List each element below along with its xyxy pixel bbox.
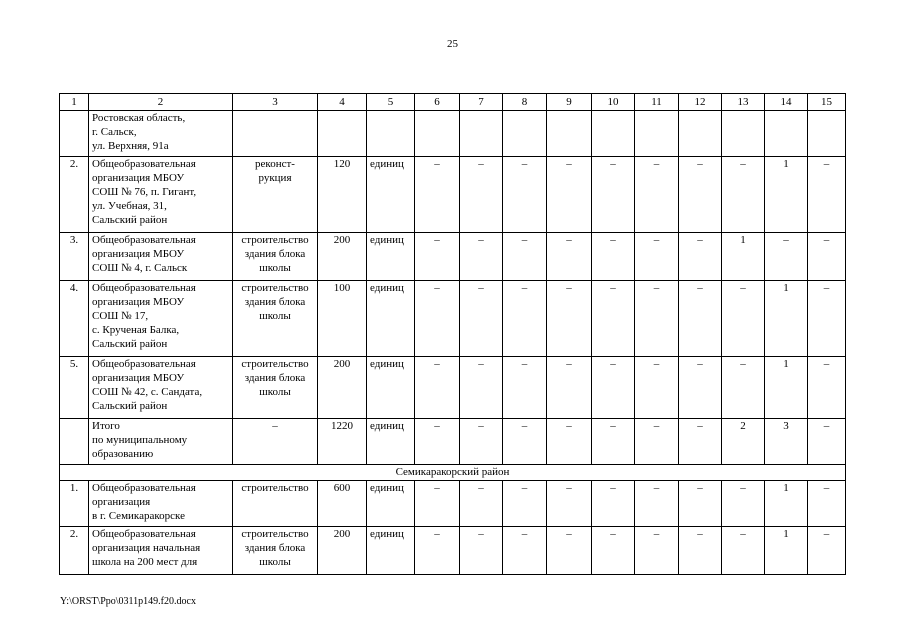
year-value: – (592, 233, 635, 281)
header-cell: 9 (547, 94, 592, 111)
header-cell: 8 (503, 94, 547, 111)
section-row (60, 465, 846, 481)
header-cell: 1 (60, 94, 89, 111)
capacity-value: 1220 (318, 419, 367, 465)
year-value: – (592, 157, 635, 233)
capacity-value (318, 111, 367, 157)
year-value: – (679, 233, 722, 281)
year-value: – (635, 419, 679, 465)
table-row (60, 281, 846, 357)
year-value (503, 111, 547, 157)
year-value: – (503, 233, 547, 281)
work-type: строительство здания блока школы (233, 281, 318, 357)
year-value: – (547, 527, 592, 575)
capacity-value: 120 (318, 157, 367, 233)
header-row (60, 94, 846, 111)
year-value: – (592, 481, 635, 527)
year-value: – (547, 233, 592, 281)
work-type: строительство (233, 481, 318, 527)
year-value: – (592, 357, 635, 419)
year-value: – (635, 281, 679, 357)
year-value: – (722, 281, 765, 357)
year-value: – (503, 281, 547, 357)
work-type (233, 111, 318, 157)
table-row (60, 157, 846, 233)
object-name: Ростовская область, г. Сальск, ул. Верхняя, 91а (89, 111, 233, 157)
year-value: – (722, 357, 765, 419)
table-row (60, 481, 846, 527)
year-value: – (808, 233, 846, 281)
year-value: – (547, 481, 592, 527)
year-value: 1 (765, 481, 808, 527)
capacity-value: 200 (318, 527, 367, 575)
year-value: – (415, 481, 460, 527)
row-number: 5. (60, 357, 89, 419)
year-value: 1 (765, 281, 808, 357)
year-value: 1 (722, 233, 765, 281)
work-type: строительство здания блока школы (233, 357, 318, 419)
year-value: – (415, 233, 460, 281)
year-value: – (415, 157, 460, 233)
unit-label: единиц (367, 419, 415, 465)
program-table (59, 93, 846, 575)
header-cell: 15 (808, 94, 846, 111)
year-value: – (679, 419, 722, 465)
year-value: – (635, 157, 679, 233)
year-value: – (460, 157, 503, 233)
year-value: – (722, 481, 765, 527)
year-value: – (415, 419, 460, 465)
year-value: – (592, 419, 635, 465)
year-value: – (503, 527, 547, 575)
year-value: – (808, 281, 846, 357)
year-value (679, 111, 722, 157)
unit-label (367, 111, 415, 157)
table-row (60, 527, 846, 575)
capacity-value: 600 (318, 481, 367, 527)
year-value: – (635, 233, 679, 281)
object-name: Общеобразовательная организация начальная школа на 200 мест для (89, 527, 233, 575)
capacity-value: 200 (318, 357, 367, 419)
year-value: – (808, 419, 846, 465)
year-value: 1 (765, 157, 808, 233)
year-value (460, 111, 503, 157)
year-value: – (635, 357, 679, 419)
row-number: 2. (60, 157, 89, 233)
year-value: – (808, 357, 846, 419)
object-name: Общеобразовательная организация МБОУ СОШ № 42, с. Сандата, Сальский район (89, 357, 233, 419)
year-value: – (547, 157, 592, 233)
header-cell: 2 (89, 94, 233, 111)
year-value: – (460, 233, 503, 281)
year-value: – (679, 481, 722, 527)
table-row (60, 419, 846, 465)
year-value: – (679, 357, 722, 419)
year-value: – (592, 281, 635, 357)
object-name: Итого по муниципальному образованию (89, 419, 233, 465)
row-number (60, 419, 89, 465)
year-value: – (808, 157, 846, 233)
object-name: Общеобразовательная организация МБОУ СОШ № 76, п. Гигант, ул. Учебная, 31, Сальский район (89, 157, 233, 233)
section-title: Семикаракорский район (60, 465, 846, 481)
row-number (60, 111, 89, 157)
object-name: Общеобразовательная организация МБОУ СОШ № 17, с. Крученая Балка, Сальский район (89, 281, 233, 357)
header-cell: 14 (765, 94, 808, 111)
year-value: – (415, 527, 460, 575)
year-value: – (547, 419, 592, 465)
table-body (60, 94, 846, 575)
unit-label: единиц (367, 233, 415, 281)
year-value: – (503, 357, 547, 419)
year-value: – (460, 419, 503, 465)
row-number: 4. (60, 281, 89, 357)
year-value (547, 111, 592, 157)
header-cell: 10 (592, 94, 635, 111)
year-value: – (808, 527, 846, 575)
work-type: – (233, 419, 318, 465)
year-value: – (460, 357, 503, 419)
year-value: – (722, 157, 765, 233)
year-value: – (765, 233, 808, 281)
year-value: – (503, 481, 547, 527)
year-value: – (460, 527, 503, 575)
year-value (765, 111, 808, 157)
year-value: – (415, 281, 460, 357)
header-cell: 7 (460, 94, 503, 111)
page-number: 25 (447, 38, 458, 50)
capacity-value: 200 (318, 233, 367, 281)
year-value: 1 (765, 357, 808, 419)
unit-label: единиц (367, 481, 415, 527)
year-value: 2 (722, 419, 765, 465)
work-type: реконст- рукция (233, 157, 318, 233)
table-row (60, 357, 846, 419)
year-value: – (679, 157, 722, 233)
year-value: 3 (765, 419, 808, 465)
header-cell: 5 (367, 94, 415, 111)
row-number: 1. (60, 481, 89, 527)
year-value (808, 111, 846, 157)
year-value: – (503, 419, 547, 465)
unit-label: единиц (367, 281, 415, 357)
year-value: – (592, 527, 635, 575)
capacity-value: 100 (318, 281, 367, 357)
row-number: 2. (60, 527, 89, 575)
table-row (60, 111, 846, 157)
year-value: – (460, 481, 503, 527)
header-cell: 3 (233, 94, 318, 111)
year-value: – (679, 527, 722, 575)
year-value: – (547, 281, 592, 357)
header-cell: 12 (679, 94, 722, 111)
work-type: строительство здания блока школы (233, 233, 318, 281)
table-row (60, 233, 846, 281)
year-value: – (503, 157, 547, 233)
row-number: 3. (60, 233, 89, 281)
year-value: – (635, 481, 679, 527)
header-cell: 6 (415, 94, 460, 111)
unit-label: единиц (367, 527, 415, 575)
unit-label: единиц (367, 157, 415, 233)
year-value: 1 (765, 527, 808, 575)
year-value: – (460, 281, 503, 357)
header-cell: 11 (635, 94, 679, 111)
work-type: строительство здания блока школы (233, 527, 318, 575)
year-value: – (415, 357, 460, 419)
year-value: – (635, 527, 679, 575)
year-value (722, 111, 765, 157)
header-cell: 13 (722, 94, 765, 111)
year-value: – (547, 357, 592, 419)
header-cell: 4 (318, 94, 367, 111)
year-value (415, 111, 460, 157)
unit-label: единиц (367, 357, 415, 419)
year-value: – (808, 481, 846, 527)
year-value (635, 111, 679, 157)
year-value (592, 111, 635, 157)
object-name: Общеобразовательная организация в г. Семикаракорске (89, 481, 233, 527)
year-value: – (679, 281, 722, 357)
year-value: – (722, 527, 765, 575)
object-name: Общеобразовательная организация МБОУ СОШ № 4, г. Сальск (89, 233, 233, 281)
file-path-footer: Y:\ORST\Ppo\0311p149.f20.docx (60, 596, 196, 607)
